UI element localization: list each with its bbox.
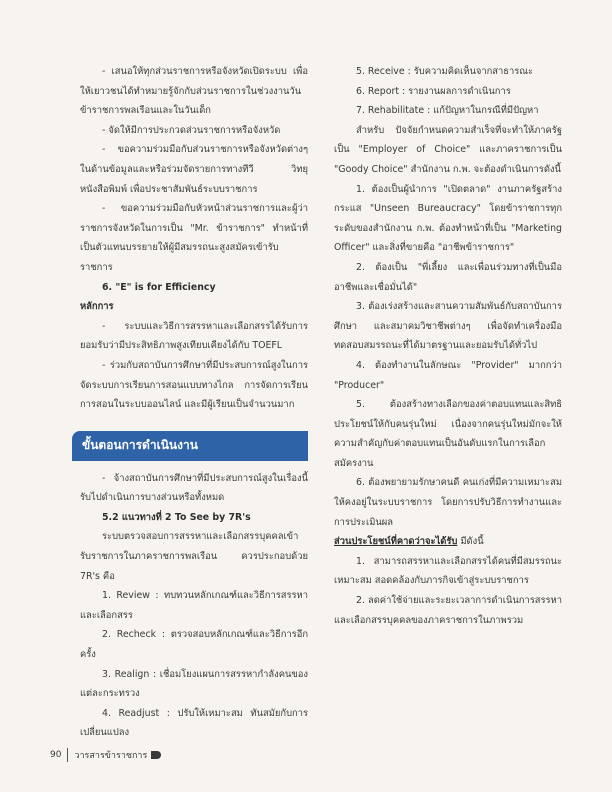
journal-logo-icon	[151, 751, 161, 759]
paragraph: - จัดให้มีการประกวดส่วนราชการหรือจังหวัด	[102, 124, 281, 136]
benefit-heading-line	[334, 532, 562, 552]
paragraph: ระบบตรวจสอบการสรรหาและเลือกสรรบุคคลเข้ารับราชการในภาคราชการพลเรือน ควรประกอบด้วย 7R's คือ	[80, 531, 308, 582]
paragraph: 6. ต้องพยายามรักษาคนดี คนเก่งที่มีความเหมาะสมให้คงอยู่ในระบบราชการ โดยการปรับวิธีการทำงานและการประเมินผล	[334, 477, 562, 528]
paragraph: - ร่วมกับสถาบันการศึกษาที่มีประสบการณ์สูงในการจัดระบบการเรียนการสอนแบบทางไกล การจัดการเรียนการสอนในระบบออนไลน์ และมีผู้เรียนเป็นจำนวนมาก	[80, 359, 308, 411]
subheading-5-2: 5.2 แนวทางที่ 2 To See by 7R's	[102, 511, 251, 523]
page-footer	[50, 748, 161, 762]
list-item: 7. Rehabilitate : แก้ปัญหาในกรณีที่มีปัญหา	[356, 105, 539, 117]
paragraph: 1. ต้องเป็นผู้นำการ "เปิดตลาด" งานภาครัฐสร้างกระแส "Unseen Bureaucracy" โดยข้าราชการทุกระดับของสำนักงาน ก.พ. ต้องทำหน้าที่เป็น "Marketing Officer" และสิ่งที่ขายคือ "อาชีพข้าราชการ"	[334, 183, 562, 254]
list-item: 5. Receive : รับความคิดเห็นจากสาธารณะ	[356, 66, 534, 77]
paragraph: สำหรับ ปัจจัยกำหนดความสำเร็จที่จะทำให้ภาครัฐเป็น "Employer of Choice" และภาคราชการเป็น "Goody Choice" สำนักงาน ก.พ. จะต้องดำเนินการดังนี้	[334, 124, 562, 175]
section-header-bar	[72, 431, 308, 461]
paragraph: 5. ต้องสร้างทางเลือกของค่าตอบแทนและสิทธิประโยชน์ให้กับคนรุ่นใหม่ เนื่องจากคนรุ่นใหม่มักจะให้ความสำคัญกับค่าตอบแทนเป็นอันดับแรกในการเลือกสมัครงาน	[334, 399, 562, 469]
paragraph: 1. สามารถสรรหาและเลือกสรรได้คนที่มีสมรรถนะเหมาะสม สอดคล้องกับภารกิจเข้าสู่ระบบราชการ	[334, 555, 562, 587]
list-item: 1. Review : ทบทวนหลักเกณฑ์และวิธีการสรรหาและเลือกสรร	[80, 590, 308, 621]
paragraph: 3. ต้องเร่งสร้างและสานความสัมพันธ์กับสถาบันการศึกษา และสมาคมวิชาชีพต่างๆ เพื่อจัดทำเครื่องมือทดสอบสมรรถนะที่ได้มาตรฐานและยอมรับได้ทั่วไป	[334, 301, 562, 352]
paragraph: - ขอความร่วมมือกับส่วนราชการหรือจังหวัดต่างๆ ในด้านข้อมูลและหรือร่วมจัดรายการทางทีวี วิทยุ หนังสือพิมพ์ เพื่อประชาสัมพันธ์ระบบราชการ	[80, 144, 308, 195]
paragraph: 2. ลดค่าใช้จ่ายและระยะเวลาการดำเนินการสรรหาและเลือกสรรบุคคลของภาคราชการในภาพรวม	[334, 595, 562, 626]
paragraph: - ขอความร่วมมือกับหัวหน้าส่วนราชการและผู้ว่าราชการจังหวัดในการเป็น "Mr. ข้าราชการ" ทำหน้าที่เป็นตัวแทนบรรยายให้ผู้มีสมรรถนะสูงสมัครเข้ารับราชการ	[80, 203, 308, 273]
paragraph: 4. ต้องทำงานในลักษณะ "Provider" มากกว่า "Producer"	[334, 359, 562, 391]
section-title: ขั้นตอนการดำเนินงาน	[82, 437, 198, 452]
paragraph: - เสนอให้ทุกส่วนราชการหรือจังหวัดเปิดระบบ เพื่อให้เยาวชนได้ทำหมายรู้จักกับส่วนราชการในช่วงงานวันข้าราชการพลเรือนและในวันเด็ก	[80, 66, 308, 117]
paragraph: - ระบบและวิธีการสรรหาและเลือกสรรได้รับการยอมรับว่ามีประสิทธิภาพสูงเทียบเคียงได้กับ TOEFL	[80, 320, 308, 352]
subheading-efficiency: 6. "E" is for Efficiency	[102, 281, 216, 293]
journal-name: วารสารข้าราชการ	[74, 751, 148, 761]
left-column	[80, 62, 308, 743]
paragraph: 2. ต้องเป็น "พี่เลี้ยง และเพื่อนร่วมทางที่เป็นมืออาชีพและเชื่อมั่นได้"	[334, 261, 562, 293]
list-item: 2. Recheck : ตรวจสอบหลักเกณฑ์และวิธีการอีกครั้ง	[80, 629, 308, 661]
benefit-heading: ส่วนประโยชน์ที่คาดว่าจะได้รับ	[334, 536, 458, 548]
list-item: 6. Report : รายงานผลการดำเนินการ	[356, 85, 511, 97]
list-item: 4. Readjust : ปรับให้เหมาะสม ทันสมัยกับการเปลี่ยนแปลง	[80, 707, 308, 739]
list-item: 3. Realign : เชื่อมโยงแผนการสรรหากำลังคนของแต่ละกระทรวง	[80, 668, 308, 700]
benefit-heading-tail: มีดังนี้	[457, 536, 484, 548]
page-number: 90	[50, 750, 62, 760]
right-column	[334, 62, 562, 630]
paragraph: - จ้างสถาบันการศึกษาที่มีประสบการณ์สูงในเรื่องนี้รับไปดำเนินการบางส่วนหรือทั้งหมด	[80, 472, 308, 504]
footer-divider	[67, 748, 68, 762]
subheading-principle: หลักการ	[80, 301, 114, 313]
